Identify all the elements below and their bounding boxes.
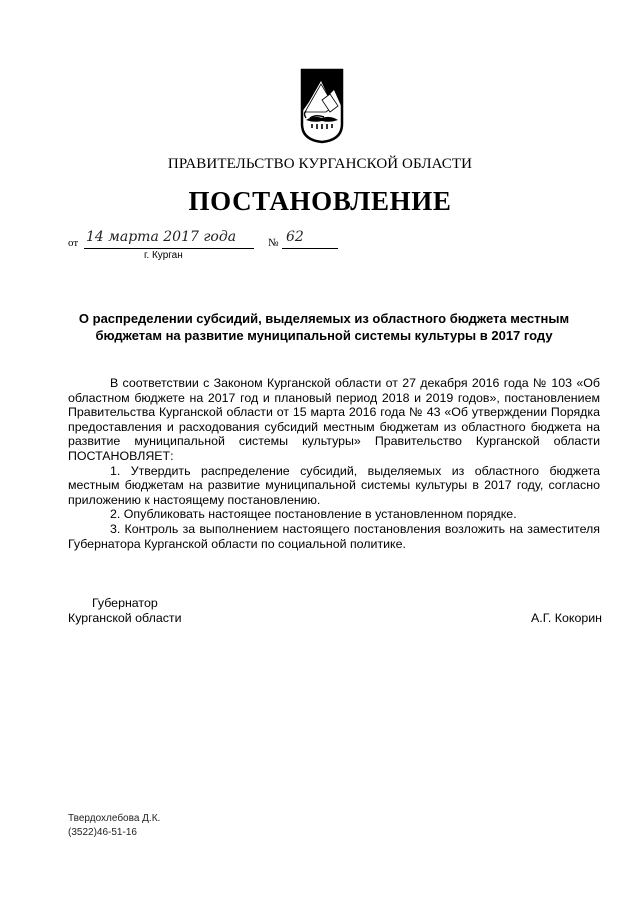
resolution-item-2: 2. Опубликовать настоящее постановление в установленном порядке.	[110, 507, 517, 522]
document-type-heading: ПОСТАНОВЛЕНИЕ	[188, 186, 452, 216]
executor-name: Твердохлебова Д.К.	[68, 813, 161, 824]
date-underline	[84, 248, 254, 249]
government-name: ПРАВИТЕЛЬСТВО КУРГАНСКОЙ ОБЛАСТИ	[167, 156, 473, 172]
executor-info	[68, 812, 160, 840]
executor-phone: (3522)46-51-16	[68, 827, 137, 838]
coat-of-arms-emblem	[300, 68, 344, 144]
document-body	[68, 376, 600, 551]
city-label: г. Курган	[144, 250, 183, 261]
signer-position	[68, 596, 182, 626]
date-number-line	[68, 228, 348, 250]
signer-title-line-2: Курганской области	[68, 611, 182, 625]
resolution-item-1: 1. Утвердить распределение субсидий, выделяемых из областного бюджета местным бюджетам на развитие муниципальной системы культуры в 2017 году, согласно приложению к настоящему постановлению.	[68, 463, 600, 507]
handwritten-date: 14 марта 2017 года	[86, 229, 237, 245]
preamble-paragraph: В соответствии с Законом Курганской области от 27 декабря 2016 года № 103 «Об областном бюджете на 2017 год и плановый период 2018 и 2019 годов», постановлением Правительства Курганской области от 15 марта 2016 года № 43 «Об утверждении Порядка предоставления и расходования субсидий местным бюджетам из областного бюджета на развитие муниципальной системы культуры» Правительство Курганской области ПОСТАНОВЛЯЕТ:	[68, 376, 600, 463]
date-from-label: от	[68, 237, 79, 249]
resolution-item-3: 3. Контроль за выполнением настоящего постановления возложить на заместителя Губернатора Курганской области по социальной политике.	[68, 521, 600, 551]
signer-title-line-1: Губернатор	[92, 596, 158, 610]
document-title: О распределении субсидий, выделяемых из областного бюджета местным бюджетам на развитие муниципальной системы культуры в 2017 году	[78, 311, 570, 343]
handwritten-number: 62	[286, 229, 304, 245]
number-underline	[282, 248, 338, 249]
signer-name: А.Г. Кокорин	[530, 611, 602, 625]
number-label: №	[268, 237, 279, 249]
